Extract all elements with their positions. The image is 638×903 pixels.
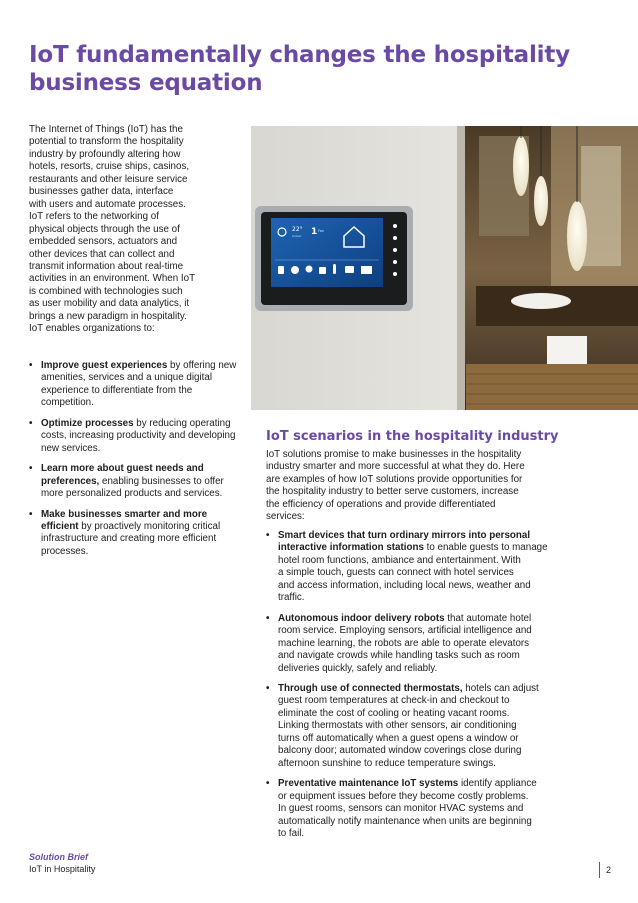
footer-subtitle: IoT in Hospitality: [29, 864, 96, 874]
section-intro-line: the efficiency of operations and provide differentiated: [266, 498, 496, 510]
intro-line: businesses gather data, interface: [29, 186, 174, 198]
fan-icon[interactable]: [291, 266, 299, 274]
bullet-text: and access information, including local news, weather and: [278, 579, 531, 591]
right-bullet-item: [266, 613, 606, 675]
bullet-lead: Optimize processes: [41, 417, 134, 429]
bullet-line: [278, 708, 606, 720]
bullet-icon: •: [29, 508, 33, 520]
section-title: IoT scenarios in the hospitality industry: [266, 429, 559, 444]
bullet-line: [278, 567, 606, 579]
light-icon[interactable]: [306, 266, 313, 273]
page-title: IoT fundamentally changes the hospitality business equation: [29, 42, 570, 96]
bullet-lead: Autonomous indoor delivery robots: [278, 612, 445, 624]
left-bullet-item: [29, 463, 244, 500]
thermostat-screen[interactable]: [271, 218, 383, 287]
bullet-line: [278, 745, 606, 757]
bullet-line: [278, 828, 606, 840]
bullet-line: [278, 778, 606, 790]
bullet-line: [278, 695, 606, 707]
intro-line: hotels, resorts, cruise ships, casinos,: [29, 161, 190, 173]
bullet-text: traffic.: [278, 592, 305, 604]
bullet-line: [278, 650, 606, 662]
camera-icon[interactable]: [345, 266, 354, 273]
bullet-text: identify appliance: [458, 778, 537, 790]
intro-line: with users and automate processes.: [29, 198, 186, 210]
bullet-text: hotels can adjust: [462, 682, 539, 694]
bullet-text: and navigate crowds while handling tasks such as room: [278, 650, 520, 662]
bullet-line: [278, 683, 606, 695]
intro-line: activities in an environment. When IoT: [29, 273, 196, 285]
intro-line: brings a new paradigm in hospitality.: [29, 310, 187, 322]
footer-label: Solution Brief: [29, 852, 88, 862]
section-intro-line: are examples of how IoT solutions provide opportunities for: [266, 473, 523, 485]
bullet-text: to fail.: [278, 827, 305, 839]
bullet-text: guest room temperatures at check-in and checkout to: [278, 695, 510, 707]
mail-icon[interactable]: [361, 266, 372, 274]
bullet-line: [278, 758, 606, 770]
bullet-line: [278, 530, 606, 542]
bullet-line: [278, 580, 606, 592]
lock-icon[interactable]: [319, 267, 326, 274]
bullet-text: that automate hotel: [444, 612, 532, 624]
bullet-lead: Make businesses smarter and more efficient: [41, 508, 208, 532]
bullet-lead: Through use of connected thermostats,: [278, 682, 463, 694]
bullet-text: to enable guests to manage: [423, 542, 548, 554]
bullet-line: [278, 613, 606, 625]
bullet-lead: Improve guest experiences: [41, 360, 168, 371]
bullet-lead: Smart devices that turn ordinary mirrors into personal: [278, 530, 531, 541]
section-intro-line: the hospitality industry to better serve customers, increase: [266, 486, 519, 498]
basket: [466, 364, 638, 410]
intro-line: other devices that can collect and: [29, 248, 175, 260]
bullet-line: [278, 542, 606, 554]
right-bullet-item: [266, 530, 606, 605]
bullet-line: [278, 625, 606, 637]
bullet-text: hotel room functions, ambiance and entertainment. With: [278, 554, 521, 566]
bullet-text: by proactively monitoring critical infrastructure and creating more efficient processes.: [41, 520, 221, 557]
fan-label: Fan: [318, 229, 325, 233]
bullet-line: [278, 663, 606, 675]
intro-line: restaurants and other leisure service: [29, 173, 188, 185]
right-bullet-list: [266, 530, 606, 848]
bullet-line: [278, 803, 606, 815]
indoor-temp-label: Indoor: [292, 234, 302, 238]
bullet-text: a simple touch, guests can connect with hotel services: [278, 567, 514, 579]
heat-icon[interactable]: [278, 266, 284, 274]
bullet-line: [278, 720, 606, 732]
bullet-line: [278, 791, 606, 803]
right-bullet-item: [266, 683, 606, 770]
bullet-line: [278, 816, 606, 828]
bullet-text: balcony door; automated window coverings close during: [278, 745, 522, 757]
pendant-lamp: [534, 176, 548, 226]
thermometer-icon[interactable]: [333, 264, 336, 274]
bullet-icon: •: [29, 417, 33, 429]
pendant-lamp: [567, 201, 587, 271]
bullet-text: by reducing operating costs, increasing productivity and developing new services.: [41, 417, 236, 454]
bullet-icon: •: [266, 530, 270, 541]
bullet-text: Linking thermostats with other sensors, air conditioning: [278, 720, 517, 732]
bullet-icon: •: [29, 463, 33, 475]
intro-line: physical objects through the use of: [29, 223, 180, 235]
bullet-text: turns off automatically when a guest opens a window or: [278, 732, 519, 744]
intro-line: The Internet of Things (IoT) has the: [29, 124, 183, 135]
section-intro-line: industry smarter and more successful at what they do. Here: [266, 461, 525, 473]
intro-line: IoT refers to the networking of: [29, 211, 159, 223]
left-bullet-item: [29, 509, 244, 559]
indoor-temp: 22°: [292, 226, 303, 233]
bullet-line: [278, 733, 606, 745]
bullet-text: In guest rooms, sensors can monitor HVAC systems and: [278, 803, 524, 815]
bullet-line: [278, 638, 606, 650]
intro-line: IoT enables organizations to:: [29, 323, 155, 335]
intro-line: potential to transform the hospitality: [29, 136, 184, 148]
left-bullet-list: [29, 360, 244, 566]
intro-line: industry by profoundly altering how: [29, 148, 181, 160]
bullet-lead: interactive information stations: [278, 542, 424, 554]
bullet-lead: Learn more about guest needs and preferences,: [41, 463, 204, 487]
intro-line: transmit information about real-time: [29, 260, 184, 272]
fan-level: 1: [311, 227, 318, 237]
bullet-text: enabling businesses to offer more personalized products and services.: [41, 475, 224, 500]
sink: [511, 293, 571, 309]
bullet-lead: Preventative maintenance IoT systems: [278, 778, 459, 790]
bullet-text: afternoon sunshine to reduce temperature swings.: [278, 757, 496, 769]
bullet-icon: •: [29, 360, 33, 371]
intro-paragraph: [29, 124, 243, 336]
door-frame: [457, 126, 465, 410]
section-intro-line: services:: [266, 511, 305, 523]
bullet-line: [278, 555, 606, 567]
pendant-lamp: [513, 136, 529, 196]
left-bullet-item: [29, 360, 244, 410]
intro-line: embedded sensors, actuators and: [29, 236, 178, 248]
bullet-line: [278, 592, 606, 604]
hotel-room-photo: [251, 126, 638, 410]
bullet-icon: •: [266, 612, 270, 624]
page-number: 2: [599, 862, 611, 878]
bullet-text: room service. Employing sensors, artificial intelligence and: [278, 625, 532, 637]
right-bullet-item: [266, 778, 606, 840]
bullet-text: or equipment issues before they become costly problems.: [278, 790, 529, 802]
bullet-text: automatically notify maintenance when units are beginning: [278, 815, 532, 827]
section-intro: [266, 449, 606, 524]
intro-line: as user mobility and data analytics, it: [29, 298, 190, 310]
bullet-icon: •: [266, 682, 270, 694]
left-bullet-item: [29, 418, 244, 455]
bullet-text: deliveries quickly, safely and reliably.: [278, 662, 438, 674]
bullet-text: machine learning, the robots are able to operate elevators: [278, 637, 530, 649]
bullet-text: by offering new amenities, services and a unique digital experience to differentiate from the competition.: [41, 360, 237, 409]
bullet-text: eliminate the cost of cooling or heating vacant rooms.: [278, 707, 510, 719]
intro-line: is combined with technologies such: [29, 285, 183, 297]
section-intro-line: IoT solutions promise to make businesses in the hospitality: [266, 449, 522, 460]
bullet-icon: •: [266, 778, 270, 790]
